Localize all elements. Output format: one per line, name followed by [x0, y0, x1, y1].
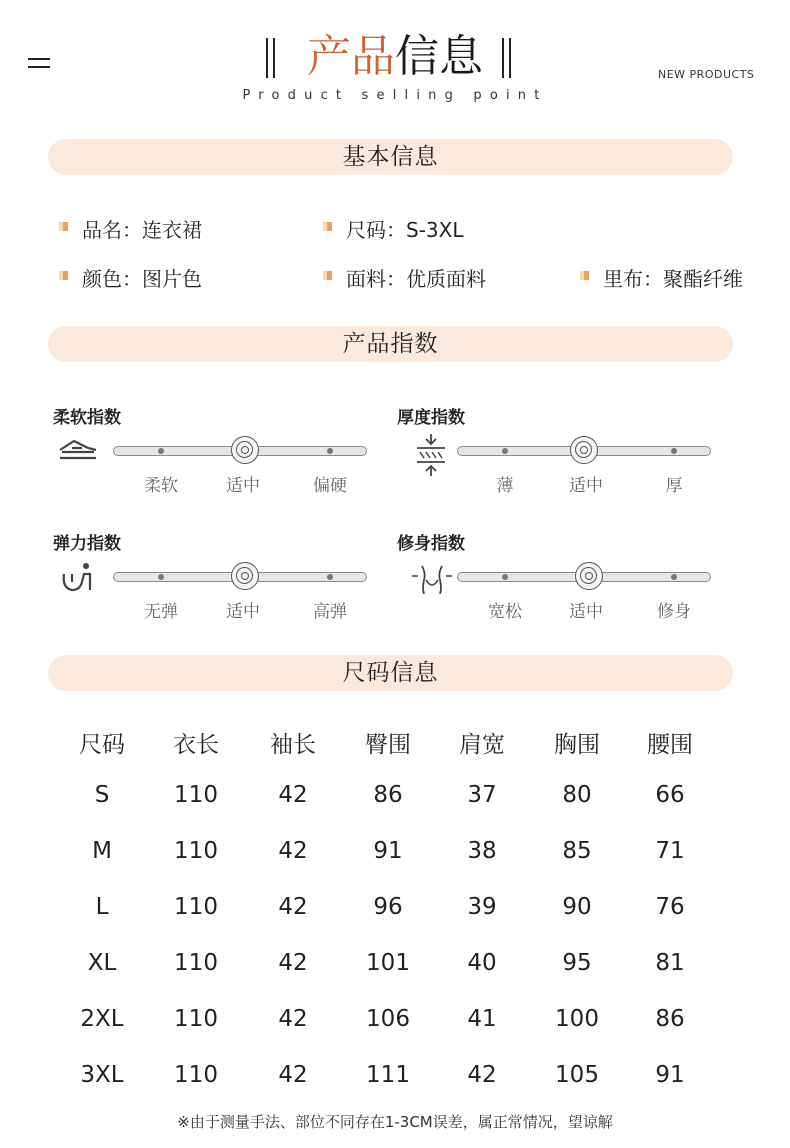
bullet-icon — [323, 222, 332, 231]
table-cell: 42 — [278, 894, 308, 920]
table-cell: 110 — [174, 782, 218, 808]
table-header: 胸围 — [554, 732, 600, 758]
table-cell: 66 — [655, 782, 685, 808]
page-subtitle: Product selling point — [242, 88, 548, 103]
table-header: 腰围 — [647, 732, 693, 758]
table-cell: 37 — [467, 782, 497, 808]
table-cell: 81 — [655, 950, 685, 976]
table-header: 肩宽 — [459, 732, 505, 758]
index-title: 修身指数 — [397, 534, 465, 554]
index-title: 厚度指数 — [397, 408, 465, 428]
table-cell: 38 — [467, 838, 497, 864]
table-cell: 42 — [467, 1062, 497, 1088]
table-cell: 110 — [174, 838, 218, 864]
index-label: 适中 — [226, 602, 260, 622]
track-dot — [671, 448, 677, 454]
table-header: 臀围 — [365, 732, 411, 758]
table-cell: 100 — [555, 1006, 599, 1032]
page-title-accent: 产品 — [307, 31, 395, 82]
table-cell: 101 — [366, 950, 410, 976]
thickness-icon — [414, 434, 448, 476]
index-label: 偏硬 — [313, 476, 347, 496]
index-label: 适中 — [569, 476, 603, 496]
table-cell: 86 — [655, 1006, 685, 1032]
measurement-note: ※由于测量手法、部位不同存在1-3CM误差，属正常情况，望谅解 — [177, 1113, 613, 1131]
table-cell: 95 — [562, 950, 592, 976]
softness-slider-knob[interactable] — [231, 436, 259, 464]
bullet-icon — [323, 271, 332, 280]
table-cell: 110 — [174, 1062, 218, 1088]
table-cell: 111 — [366, 1062, 410, 1088]
index-label: 适中 — [226, 476, 260, 496]
track-dot — [327, 574, 333, 580]
track-dot — [671, 574, 677, 580]
index-label: 宽松 — [488, 602, 522, 622]
track-dot — [502, 448, 508, 454]
table-cell: 110 — [174, 894, 218, 920]
track-dot — [327, 448, 333, 454]
table-header: 袖长 — [270, 732, 316, 758]
table-cell: M — [92, 838, 112, 864]
stretch-icon — [60, 562, 96, 594]
table-cell: 86 — [373, 782, 403, 808]
track-dot — [158, 574, 164, 580]
table-cell: 42 — [278, 1062, 308, 1088]
bullet-icon — [59, 271, 68, 280]
info-size: 尺码：S-3XL — [346, 214, 463, 243]
table-cell: 90 — [562, 894, 592, 920]
index-label: 修身 — [657, 602, 691, 622]
section-size-info: 尺码信息 — [48, 655, 733, 691]
index-label: 高弹 — [313, 602, 347, 622]
body-fit-slider-knob[interactable] — [575, 562, 603, 590]
table-cell: 96 — [373, 894, 403, 920]
info-color: 颜色：图片色 — [82, 263, 202, 292]
table-header: 尺码 — [79, 732, 125, 758]
table-cell: S — [94, 782, 110, 808]
index-label: 厚 — [665, 476, 683, 496]
track-dot — [502, 574, 508, 580]
elasticity-slider-knob[interactable] — [231, 562, 259, 590]
table-cell: XL — [87, 950, 117, 976]
table-cell: 2XL — [80, 1006, 124, 1032]
table-cell: 42 — [278, 838, 308, 864]
track-dot — [158, 448, 164, 454]
page-title-main: 信息 — [395, 31, 483, 82]
section-product-index: 产品指数 — [48, 326, 733, 362]
table-cell: 85 — [562, 838, 592, 864]
table-cell: 80 — [562, 782, 592, 808]
table-cell: 110 — [174, 1006, 218, 1032]
index-label: 无弹 — [144, 602, 178, 622]
info-lining: 里布：聚酯纤维 — [603, 263, 743, 292]
table-cell: 39 — [467, 894, 497, 920]
info-name: 品名：连衣裙 — [82, 214, 202, 243]
bullet-icon — [580, 271, 589, 280]
info-fabric: 面料：优质面料 — [346, 263, 486, 292]
table-cell: 76 — [655, 894, 685, 920]
table-cell: 110 — [174, 950, 218, 976]
table-cell: 71 — [655, 838, 685, 864]
table-cell: 42 — [278, 782, 308, 808]
table-cell: 3XL — [80, 1062, 124, 1088]
index-title: 弹力指数 — [53, 534, 121, 554]
table-cell: 106 — [366, 1006, 410, 1032]
body-fit-icon — [412, 564, 452, 594]
new-products-label: NEW PRODUCTS — [658, 68, 755, 81]
bullet-icon — [59, 222, 68, 231]
table-header: 衣长 — [173, 732, 219, 758]
table-cell: 40 — [467, 950, 497, 976]
index-title: 柔软指数 — [53, 408, 121, 428]
table-cell: 91 — [373, 838, 403, 864]
table-cell: 41 — [467, 1006, 497, 1032]
table-cell: L — [95, 894, 109, 920]
index-label: 薄 — [496, 476, 514, 496]
table-cell: 42 — [278, 1006, 308, 1032]
section-basic-info: 基本信息 — [48, 139, 733, 175]
fabric-fold-icon — [58, 438, 98, 464]
table-cell: 91 — [655, 1062, 685, 1088]
thickness-slider-knob[interactable] — [570, 436, 598, 464]
index-label: 柔软 — [144, 476, 178, 496]
table-cell: 42 — [278, 950, 308, 976]
table-cell: 105 — [555, 1062, 599, 1088]
index-label: 适中 — [569, 602, 603, 622]
